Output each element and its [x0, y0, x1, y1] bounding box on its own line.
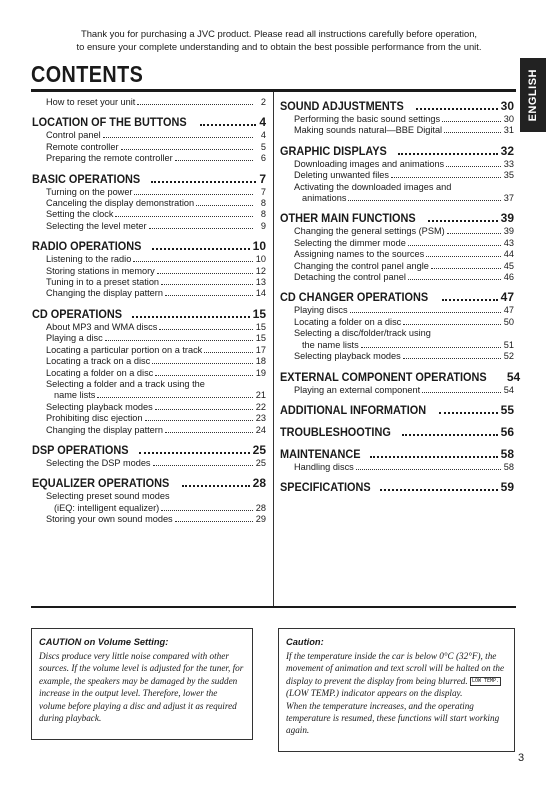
- toc-leader-dots: [408, 245, 501, 246]
- toc-heading-title: ADDITIONAL INFORMATION: [280, 403, 427, 417]
- toc-section-heading[interactable]: [32, 307, 266, 322]
- intro-line-1: Thank you for purchasing a JVC product. Please read all instructions carefully before operation,: [80, 28, 478, 39]
- toc-entry-title: Locating a folder on a disc: [46, 367, 154, 378]
- toc-entry-title: Setting the clock: [46, 209, 114, 220]
- toc-section: [280, 425, 514, 440]
- toc-entry-page: 19: [255, 367, 266, 378]
- language-tab-label: ENGLISH: [527, 68, 539, 122]
- toc-leader-dots: [134, 194, 253, 195]
- toc-section-heading[interactable]: [280, 144, 514, 159]
- toc-entry-page: 17: [255, 344, 266, 355]
- toc-section-heading[interactable]: [32, 443, 266, 458]
- toc-entry[interactable]: [280, 170, 514, 181]
- toc-entry[interactable]: [280, 159, 514, 170]
- toc-heading-title: LOCATION OF THE BUTTONS: [32, 116, 187, 130]
- toc-entry-title: Selecting the dimmer mode: [294, 237, 406, 248]
- toc-entry-page: 54: [503, 384, 514, 395]
- toc-leader-dots: [391, 177, 501, 178]
- toc-heading-title: MAINTENANCE: [280, 447, 361, 461]
- toc-entry-title: Detaching the control panel: [294, 272, 406, 283]
- toc-leader-dots: [182, 485, 250, 487]
- toc-entry[interactable]: [32, 390, 266, 401]
- toc-entry[interactable]: [32, 288, 266, 299]
- toc-leader-dots: [398, 153, 498, 155]
- column-divider: [273, 92, 274, 606]
- toc-entry-page: 45: [503, 260, 514, 271]
- toc-leader-dots: [370, 456, 498, 458]
- toc-leader-dots: [132, 316, 250, 318]
- toc-entry[interactable]: [280, 305, 514, 316]
- toc-leader-dots: [137, 104, 253, 105]
- toc-heading-title: TROUBLESHOOTING: [280, 425, 391, 439]
- toc-leader-dots: [145, 420, 253, 421]
- toc-section-heading[interactable]: [32, 476, 266, 491]
- toc-section: [280, 403, 514, 418]
- toc-section-heading[interactable]: [280, 480, 514, 495]
- bottom-rule: [31, 606, 516, 608]
- toc-leader-dots: [97, 397, 252, 398]
- toc-heading-page: 25: [252, 442, 266, 457]
- toc-entry-page: 4: [260, 130, 266, 141]
- toc-section-heading[interactable]: [32, 172, 266, 187]
- toc-leader-dots: [361, 347, 501, 348]
- toc-section: [32, 239, 266, 300]
- toc-leader-dots: [403, 324, 501, 325]
- toc-section: [280, 290, 514, 362]
- toc-entry-page: 29: [255, 514, 266, 525]
- toc-heading-title: OTHER MAIN FUNCTIONS: [280, 212, 416, 226]
- toc-entry[interactable]: [280, 351, 514, 362]
- toc-entry[interactable]: [32, 458, 266, 469]
- toc-heading-title: BASIC OPERATIONS: [32, 172, 141, 186]
- toc-entry-page: 10: [255, 254, 266, 265]
- toc-entry-title: Playing a disc: [46, 333, 103, 344]
- toc-entry-page: 13: [255, 277, 266, 288]
- toc-leader-dots: [155, 375, 253, 376]
- toc-heading-page: 15: [252, 306, 266, 321]
- toc-entry-title: Listening to the radio: [46, 254, 132, 265]
- toc-entry[interactable]: [32, 514, 266, 525]
- toc-entry-title: Prohibiting disc ejection: [46, 413, 143, 424]
- toc-entry[interactable]: [32, 130, 266, 141]
- toc-entry-page: 25: [255, 457, 266, 468]
- toc-leader-dots: [428, 220, 497, 222]
- toc-heading-title: RADIO OPERATIONS: [32, 240, 142, 254]
- toc-leader-dots: [422, 392, 501, 393]
- toc-entry-title: Changing the display pattern: [46, 424, 163, 435]
- toc-heading-page: 32: [500, 143, 514, 158]
- toc-entry[interactable]: [32, 153, 266, 164]
- toc-section-heading[interactable]: [32, 115, 266, 130]
- toc-entry-title: Assigning names to the sources: [294, 249, 425, 260]
- toc-entry-title: Changing the display pattern: [46, 288, 163, 299]
- toc-section-heading[interactable]: [280, 425, 514, 440]
- toc-entry[interactable]: [32, 356, 266, 367]
- toc-entry-page: 24: [255, 424, 266, 435]
- toc-entry-title: Deleting unwanted files: [294, 170, 389, 181]
- toc-entry-page: 28: [255, 502, 266, 513]
- toc-entry-title: name lists: [54, 390, 96, 401]
- toc-entry[interactable]: [280, 125, 514, 136]
- low-temp-indicator-icon: LOW TEMP.: [471, 678, 500, 685]
- toc-entry[interactable]: [32, 198, 266, 209]
- toc-entry[interactable]: [32, 503, 266, 514]
- toc-leader-dots: [446, 166, 501, 167]
- toc-leader-dots: [161, 284, 253, 285]
- toc-entry-title: Handling discs: [294, 461, 354, 472]
- toc-entry: [32, 379, 266, 390]
- toc-heading-page: 54: [506, 369, 521, 384]
- toc-leader-dots: [151, 181, 256, 183]
- toc-entry-page: 44: [503, 249, 514, 260]
- toc-entry[interactable]: [32, 368, 266, 379]
- toc-entry-title: animations: [302, 193, 347, 204]
- toc-leader-dots: [426, 256, 501, 257]
- toc-entry[interactable]: [32, 221, 266, 232]
- toc-entry-page: 5: [260, 141, 266, 152]
- toc-entry-title: Selecting playback modes: [294, 351, 401, 362]
- toc-entry-page: 23: [255, 413, 266, 424]
- caution-temperature-title: Caution:: [286, 637, 324, 647]
- toc-entry-title: Selecting a folder and a track using the: [46, 378, 205, 389]
- toc-section: [32, 307, 266, 436]
- toc-entry-title: Performing the basic sound settings: [294, 114, 441, 124]
- toc-leader-dots: [161, 510, 253, 511]
- toc-entry[interactable]: [32, 322, 266, 333]
- toc-heading-page: 47: [500, 290, 514, 305]
- toc-entry-title: Playing an external component: [294, 384, 421, 395]
- page-title: CONTENTS: [31, 61, 144, 87]
- page-number: 3: [518, 752, 525, 764]
- toc-section: [32, 476, 266, 525]
- toc-entry-title: Canceling the display demonstration: [46, 198, 195, 209]
- toc-entry[interactable]: [280, 114, 514, 125]
- toc-entry-title: Selecting a disc/folder/track using: [294, 328, 431, 339]
- toc-heading-title: SPECIFICATIONS: [280, 481, 371, 495]
- caution-volume-body: Discs produce very little noise compared with other sources. If the volume level is adjusted for the tuner, for example, the speakers may be damaged by the sudden increase in the output level. Therefore, lower the volume before playing a disc and adjust it as required during playback.: [39, 651, 244, 724]
- toc-entry-page: 35: [503, 170, 514, 181]
- toc-entry-title: Preparing the remote controller: [46, 153, 173, 164]
- language-tab: [520, 58, 546, 132]
- toc-entry-title: Making sounds natural—BBE Digital: [294, 125, 443, 136]
- toc-entry-title: Storing stations in memory: [46, 265, 155, 276]
- toc-leader-dots: [105, 340, 253, 341]
- toc-leader-dots: [402, 434, 498, 436]
- toc-entry-page: 30: [503, 114, 514, 124]
- caution-temperature-text-1: If the temperature inside the car is below 0°C (32°F), the movement of animation and text scroll will be halted on the display to prevent the display from being blurred.: [286, 651, 505, 686]
- toc-leader-dots: [175, 521, 253, 522]
- toc-entry[interactable]: [32, 402, 266, 413]
- caution-temperature-box: [278, 628, 515, 752]
- toc-leader-dots: [103, 137, 253, 138]
- toc-section-heading[interactable]: [280, 211, 514, 226]
- toc-entry[interactable]: [280, 317, 514, 328]
- toc-heading-page: 10: [252, 239, 266, 254]
- toc-entry[interactable]: [280, 272, 514, 283]
- toc-entry-title: the name lists: [302, 339, 359, 350]
- toc-section: [280, 211, 514, 283]
- toc-entry-page: 22: [255, 401, 266, 412]
- toc-entry-title: Locating a particular portion on a track: [46, 344, 203, 355]
- toc-section-heading[interactable]: [280, 290, 514, 305]
- toc-entry[interactable]: [32, 187, 266, 198]
- toc-entry[interactable]: [280, 385, 514, 396]
- toc-leader-dots: [356, 469, 501, 470]
- toc-heading-title: SOUND ADJUSTMENTS: [280, 100, 404, 113]
- toc-entry-page: 15: [255, 333, 266, 344]
- toc-entry-title: Control panel: [46, 130, 101, 141]
- toc-entry: [280, 182, 514, 193]
- toc-leader-dots: [380, 489, 497, 491]
- toc-leader-dots: [447, 233, 501, 234]
- toc-entry[interactable]: [32, 413, 266, 424]
- toc-heading-title: CD CHANGER OPERATIONS: [280, 291, 429, 305]
- caution-temperature-body: [286, 650, 507, 737]
- toc-heading-page: 28: [252, 476, 266, 491]
- toc-entry[interactable]: [280, 261, 514, 272]
- toc-heading-title: EXTERNAL COMPONENT OPERATIONS: [280, 370, 487, 384]
- caution-temperature-text-2: (LOW TEMP.) indicator appears on the display.: [286, 688, 463, 699]
- toc-entry: [280, 328, 514, 339]
- toc-leader-dots: [403, 358, 501, 359]
- toc-section-heading[interactable]: [280, 403, 514, 418]
- toc-entry-page: 43: [503, 237, 514, 248]
- toc-entry-page: 12: [255, 265, 266, 276]
- toc-entry-page: 18: [255, 356, 266, 367]
- toc-leader-dots: [175, 160, 253, 161]
- toc-entry-title: Selecting the level meter: [46, 220, 147, 231]
- toc-section: [280, 447, 514, 473]
- toc-leader-dots: [204, 352, 252, 353]
- toc-section: [32, 115, 266, 164]
- toc-section-heading[interactable]: [280, 447, 514, 462]
- toc-entry-page: 14: [255, 288, 266, 299]
- toc-leader-dots: [431, 268, 501, 269]
- toc-entry-page: 50: [503, 316, 514, 327]
- toc-entry-page: 37: [503, 193, 514, 204]
- toc-entry[interactable]: [32, 425, 266, 436]
- toc-entry-title: Downloading images and animations: [294, 158, 445, 169]
- toc-leader-dots: [149, 228, 253, 229]
- toc-entry-title: (iEQ: intelligent equalizer): [54, 502, 160, 513]
- intro-text: [30, 27, 528, 53]
- toc-entry[interactable]: [32, 209, 266, 220]
- toc-leader-dots: [165, 295, 253, 296]
- toc-entry[interactable]: [280, 193, 514, 204]
- toc-entry-title: Selecting preset sound modes: [46, 491, 170, 502]
- toc-entry-page: 7: [260, 186, 266, 197]
- intro-line-2: to ensure your complete understanding and to obtain the best possible performance from the unit.: [76, 41, 482, 52]
- toc-entry-page: 52: [503, 351, 514, 362]
- toc-entry[interactable]: [280, 226, 514, 237]
- toc-entry[interactable]: [32, 97, 266, 108]
- toc-leader-dots: [152, 363, 253, 364]
- toc-leader-dots: [416, 108, 498, 110]
- toc-entry[interactable]: [32, 345, 266, 356]
- toc-leader-dots: [133, 261, 252, 262]
- toc-section: [32, 97, 266, 108]
- toc-entry-title: Locating a folder on a disc: [294, 316, 402, 327]
- toc-heading-page: 56: [500, 424, 514, 439]
- toc-left-column: [32, 92, 266, 532]
- toc-entry-page: 6: [260, 153, 266, 164]
- caution-volume-box: [31, 628, 253, 740]
- toc-entry-page: 51: [503, 339, 514, 350]
- toc-entry-title: Selecting playback modes: [46, 401, 153, 412]
- toc-heading-page: 58: [500, 446, 514, 461]
- toc-entry-title: Changing the general settings (PSM): [294, 226, 445, 237]
- toc-heading-page: 30: [500, 99, 514, 113]
- toc-entry-page: 31: [503, 125, 514, 136]
- toc-section-heading[interactable]: [32, 239, 266, 254]
- toc-entry-page: 9: [260, 220, 266, 231]
- toc-entry-title: Changing the control panel angle: [294, 260, 429, 271]
- toc-entry-page: 46: [503, 272, 514, 283]
- toc-heading-page: 4: [259, 115, 266, 130]
- toc-entry-title: Storing your own sound modes: [46, 514, 173, 525]
- toc-entry-title: Locating a track on a disc: [46, 356, 151, 367]
- toc-leader-dots: [155, 409, 253, 410]
- toc-entry-title: Activating the downloaded images and: [294, 181, 452, 192]
- toc-leader-dots: [196, 205, 253, 206]
- toc-leader-dots: [121, 149, 253, 150]
- toc-leader-dots: [157, 273, 253, 274]
- toc-leader-dots: [152, 248, 249, 250]
- toc-section: [280, 144, 514, 205]
- toc-section: [32, 443, 266, 469]
- toc-leader-dots: [442, 299, 498, 301]
- toc-entry[interactable]: [280, 462, 514, 473]
- toc-entry[interactable]: [32, 142, 266, 153]
- toc-heading-page: 55: [500, 402, 514, 417]
- toc-entry-title: About MP3 and WMA discs: [46, 321, 158, 332]
- toc-section-heading[interactable]: [280, 99, 514, 114]
- toc-section: [280, 480, 514, 495]
- toc-entry-title: Playing discs: [294, 305, 348, 316]
- caution-temperature-text-3: When the temperature increases, and the operating temperature is resumed, these functions will start working again.: [286, 700, 500, 736]
- toc-entry[interactable]: [280, 238, 514, 249]
- toc-entry[interactable]: [280, 249, 514, 260]
- toc-section-heading[interactable]: [280, 369, 521, 385]
- toc-heading-page: 39: [500, 211, 514, 226]
- toc-heading-page: 59: [500, 480, 514, 495]
- toc-entry-page: 33: [503, 158, 514, 169]
- toc-leader-dots: [348, 200, 500, 201]
- toc-leader-dots: [200, 124, 256, 126]
- toc-section: [280, 99, 514, 137]
- toc-entry-page: 58: [503, 461, 514, 472]
- toc-entry-page: 39: [503, 226, 514, 237]
- toc-entry-title: Selecting the DSP modes: [46, 457, 151, 468]
- toc-section: [32, 172, 266, 233]
- toc-entry: [32, 491, 266, 502]
- toc-leader-dots: [153, 465, 253, 466]
- toc-section: [280, 369, 521, 396]
- toc-leader-dots: [159, 329, 252, 330]
- toc-entry-page: 15: [255, 321, 266, 332]
- toc-heading-title: CD OPERATIONS: [32, 307, 123, 321]
- toc-leader-dots: [439, 412, 497, 414]
- toc-leader-dots: [115, 216, 253, 217]
- toc-leader-dots: [165, 432, 253, 433]
- toc-entry[interactable]: [32, 254, 266, 265]
- toc-heading-title: GRAPHIC DISPLAYS: [280, 144, 387, 158]
- toc-entry-title: Remote controller: [46, 141, 119, 152]
- toc-entry[interactable]: [32, 266, 266, 277]
- toc-entry-page: 2: [260, 97, 266, 107]
- toc-entry[interactable]: [280, 340, 514, 351]
- toc-entry-title: How to reset your unit: [46, 97, 136, 107]
- toc-right-column: [280, 92, 521, 501]
- toc-entry-page: 8: [260, 198, 266, 209]
- toc-entry-title: Turning on the power: [46, 186, 133, 197]
- toc-entry-title: Tuning in to a preset station: [46, 277, 160, 288]
- toc-leader-dots: [139, 452, 250, 454]
- toc-entry[interactable]: [32, 277, 266, 288]
- toc-leader-dots: [408, 279, 501, 280]
- toc-leader-dots: [350, 312, 501, 313]
- caution-volume-title: CAUTION on Volume Setting:: [39, 637, 169, 647]
- toc-entry-page: 8: [260, 209, 266, 220]
- toc-leader-dots: [444, 132, 501, 133]
- toc-entry-page: 47: [503, 305, 514, 316]
- toc-entry-page: 21: [255, 390, 266, 401]
- toc-heading-title: DSP OPERATIONS: [32, 443, 129, 457]
- toc-leader-dots: [442, 121, 501, 122]
- toc-heading-page: 7: [259, 171, 266, 186]
- toc-heading-title: EQUALIZER OPERATIONS: [32, 477, 170, 491]
- toc-entry[interactable]: [32, 333, 266, 344]
